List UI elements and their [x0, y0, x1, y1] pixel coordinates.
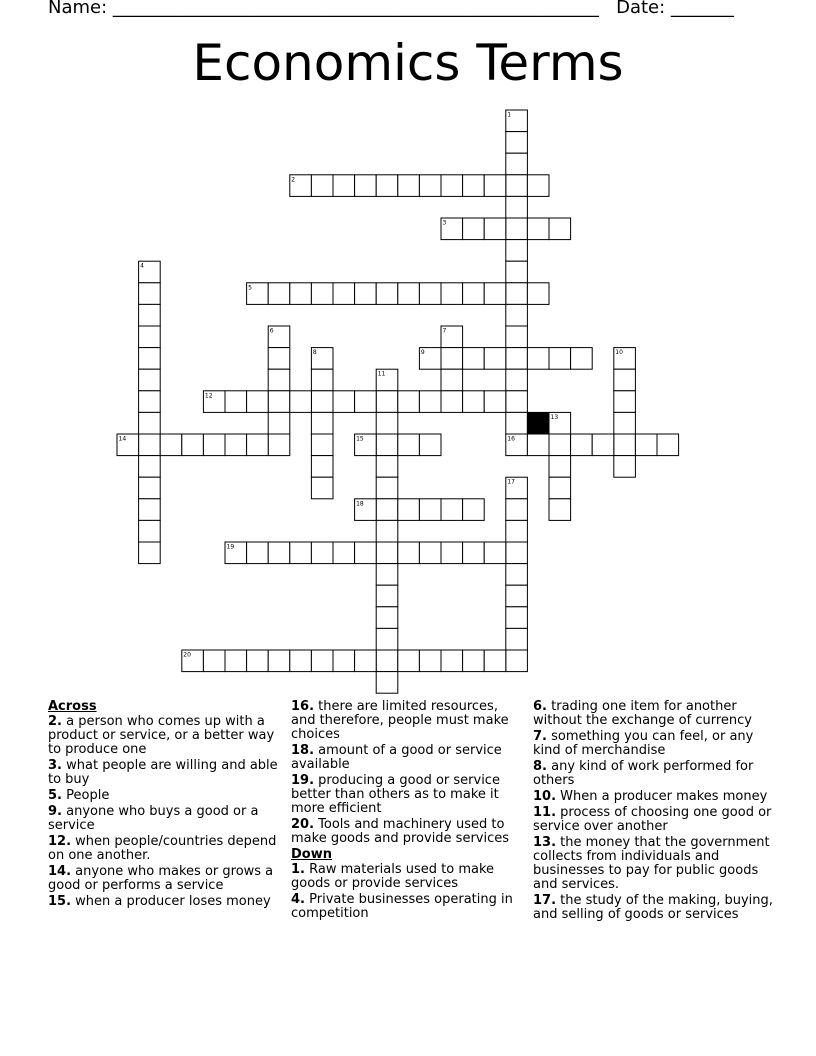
grid-cell[interactable] — [203, 650, 225, 672]
grid-cell[interactable] — [419, 542, 441, 564]
grid-cell[interactable] — [376, 585, 398, 607]
clue-number: 8. — [533, 759, 547, 774]
grid-cell[interactable] — [506, 564, 528, 586]
clue-item — [48, 835, 280, 863]
grid-cell[interactable] — [441, 391, 463, 413]
grid-cell[interactable] — [355, 542, 377, 564]
cell-number: 15 — [356, 435, 364, 443]
grid-cell[interactable] — [376, 520, 398, 542]
grid-cell[interactable] — [376, 628, 398, 650]
clue-text: trading one item for another without the exchange of currency — [533, 699, 752, 728]
grid-cell[interactable] — [484, 348, 506, 370]
grid-cell[interactable] — [311, 542, 333, 564]
grid-cell[interactable] — [614, 391, 636, 413]
grid-cell[interactable] — [311, 412, 333, 434]
grid-cell[interactable] — [506, 412, 528, 434]
grid-cell[interactable] — [506, 261, 528, 283]
grid-cell[interactable] — [441, 542, 463, 564]
grid-cell[interactable] — [506, 499, 528, 521]
grid-cell[interactable] — [463, 283, 485, 305]
clue-text: any kind of work performed for others — [533, 759, 754, 788]
grid-cell[interactable] — [398, 542, 420, 564]
grid-cell[interactable] — [463, 348, 485, 370]
grid-cell[interactable] — [139, 520, 161, 542]
grid-cell[interactable] — [441, 499, 463, 521]
grid-cell[interactable] — [419, 499, 441, 521]
grid-cell[interactable] — [311, 650, 333, 672]
clue-item — [291, 700, 516, 742]
grid-cell[interactable] — [549, 434, 571, 456]
clue-number: 4. — [291, 892, 305, 907]
grid-cell[interactable] — [311, 175, 333, 197]
grid-cell[interactable] — [311, 477, 333, 499]
grid-cell[interactable] — [290, 542, 312, 564]
clue-text: something you can feel, or any kind of merchandise — [533, 729, 754, 758]
clue-item — [48, 789, 280, 803]
grid-cell[interactable] — [139, 412, 161, 434]
clue-item — [533, 894, 773, 922]
grid-cell[interactable] — [484, 283, 506, 305]
grid-cell[interactable] — [139, 456, 161, 478]
grid-cell[interactable] — [398, 175, 420, 197]
grid-cell[interactable] — [160, 434, 182, 456]
grid-cell[interactable] — [592, 434, 614, 456]
grid-cell[interactable] — [484, 650, 506, 672]
grid-cell[interactable] — [376, 672, 398, 694]
clue-number: 16. — [291, 699, 315, 714]
grid-cell[interactable] — [441, 348, 463, 370]
across-clue-list — [48, 715, 280, 909]
cell-number: 16 — [507, 435, 515, 443]
name-blank[interactable]: ______________________________________________________ — [112, 0, 599, 18]
grid-cell[interactable] — [484, 218, 506, 240]
clue-text: there are limited resources, and therefore, people must make choices — [291, 699, 509, 742]
grid-cell[interactable] — [484, 542, 506, 564]
grid-cell[interactable] — [376, 542, 398, 564]
grid-cell[interactable] — [506, 196, 528, 218]
clue-item — [533, 836, 773, 892]
grid-cell[interactable] — [463, 499, 485, 521]
grid-cell[interactable] — [355, 283, 377, 305]
clue-text: when a producer loses money — [75, 894, 271, 909]
grid-cell[interactable] — [419, 391, 441, 413]
grid-cell[interactable] — [247, 434, 269, 456]
grid-cell[interactable] — [419, 650, 441, 672]
grid-cell[interactable] — [506, 542, 528, 564]
cell-number: 13 — [550, 413, 559, 421]
clue-item — [291, 863, 516, 891]
grid-cell[interactable] — [484, 175, 506, 197]
grid-cell[interactable] — [268, 348, 290, 370]
clue-text: anyone who makes or grows a good or performs a service — [48, 864, 274, 893]
grid-cell[interactable] — [290, 283, 312, 305]
black-cell — [527, 412, 549, 434]
clue-column-1 — [48, 700, 280, 911]
grid-cell[interactable] — [247, 391, 269, 413]
clue-number: 11. — [533, 805, 557, 820]
grid-cell[interactable] — [376, 650, 398, 672]
grid-cell[interactable] — [527, 218, 549, 240]
clue-item — [533, 806, 773, 834]
clue-number: 13. — [533, 835, 557, 850]
grid-cell[interactable] — [139, 542, 161, 564]
grid-cell[interactable] — [441, 175, 463, 197]
across-heading: Across — [48, 699, 97, 714]
grid-cell[interactable] — [506, 628, 528, 650]
grid-cell[interactable] — [506, 153, 528, 175]
grid-cell[interactable] — [506, 283, 528, 305]
grid-cell[interactable] — [614, 434, 636, 456]
cell-number: 8 — [312, 349, 317, 357]
grid-cell[interactable] — [506, 240, 528, 262]
grid-cell[interactable] — [549, 218, 571, 240]
across-clue-list-continued — [291, 700, 516, 846]
clue-item — [533, 730, 773, 758]
cell-number: 14 — [118, 435, 127, 443]
clue-number: 9. — [48, 804, 62, 819]
grid-cell[interactable] — [139, 283, 161, 305]
grid-cell[interactable] — [268, 650, 290, 672]
clue-text: Private businesses operating in competition — [291, 892, 513, 921]
clue-item — [48, 715, 280, 757]
grid-cell[interactable] — [182, 434, 204, 456]
clue-column-2 — [291, 700, 516, 923]
grid-cell[interactable] — [614, 369, 636, 391]
grid-cell[interactable] — [506, 175, 528, 197]
grid-cell[interactable] — [571, 348, 593, 370]
date-label: Date: — [616, 0, 666, 18]
clue-text: anyone who buys a good or a service — [48, 804, 259, 833]
grid-cell[interactable] — [376, 391, 398, 413]
clue-item — [533, 790, 773, 804]
cell-number: 17 — [507, 478, 515, 486]
clue-text: Tools and machinery used to make goods and provide services — [291, 817, 510, 846]
grid-cell[interactable] — [549, 477, 571, 499]
down-clue-list — [291, 863, 516, 921]
clue-number: 5. — [48, 788, 62, 803]
clue-item — [291, 893, 516, 921]
cell-number: 5 — [248, 284, 252, 292]
grid-cell[interactable] — [311, 434, 333, 456]
grid-cell[interactable] — [527, 283, 549, 305]
grid-cell[interactable] — [376, 412, 398, 434]
clue-text: Raw materials used to make goods or provide services — [291, 862, 495, 891]
grid-cell[interactable] — [376, 283, 398, 305]
grid-cell[interactable] — [268, 412, 290, 434]
grid-cell[interactable] — [463, 218, 485, 240]
grid-cell[interactable] — [571, 434, 593, 456]
grid-cell[interactable] — [376, 607, 398, 629]
grid-cell[interactable] — [333, 542, 355, 564]
grid-cell[interactable] — [635, 434, 657, 456]
grid-cell[interactable] — [247, 650, 269, 672]
cell-number: 1 — [507, 111, 512, 119]
grid-cell[interactable] — [506, 218, 528, 240]
grid-cell[interactable] — [268, 434, 290, 456]
clue-text: People — [66, 788, 110, 803]
grid-cell[interactable] — [139, 304, 161, 326]
grid-cell[interactable] — [657, 434, 679, 456]
grid-cell[interactable] — [398, 499, 420, 521]
clue-number: 3. — [48, 758, 62, 773]
clue-number: 14. — [48, 864, 72, 879]
grid-cell[interactable] — [419, 434, 441, 456]
grid-cell[interactable] — [527, 434, 549, 456]
clue-text: When a producer makes money — [560, 789, 768, 804]
cell-number: 10 — [615, 349, 623, 357]
clue-text: what people are willing and able to buy — [48, 758, 278, 787]
grid-cell[interactable] — [376, 499, 398, 521]
grid-cell[interactable] — [506, 369, 528, 391]
grid-cell[interactable] — [311, 391, 333, 413]
grid-cell[interactable] — [225, 434, 247, 456]
clue-item — [291, 744, 516, 772]
cell-number: 4 — [140, 262, 144, 270]
grid-cell[interactable] — [463, 175, 485, 197]
grid-cell[interactable] — [139, 391, 161, 413]
grid-cell[interactable] — [333, 175, 355, 197]
grid-cell[interactable] — [376, 564, 398, 586]
grid-cell[interactable] — [463, 391, 485, 413]
grid-cell[interactable] — [139, 499, 161, 521]
grid-cell[interactable] — [355, 175, 377, 197]
grid-cell[interactable] — [333, 650, 355, 672]
cell-number: 18 — [356, 500, 364, 508]
grid-cell[interactable] — [549, 499, 571, 521]
grid-cell[interactable] — [506, 520, 528, 542]
grid-cell[interactable] — [333, 283, 355, 305]
down-heading: Down — [291, 847, 332, 862]
grid-cell[interactable] — [506, 585, 528, 607]
clue-text: amount of a good or service available — [291, 743, 502, 772]
grid-cell[interactable] — [268, 369, 290, 391]
grid-cell[interactable] — [290, 391, 312, 413]
grid-cell[interactable] — [614, 456, 636, 478]
grid-cell[interactable] — [311, 456, 333, 478]
clue-number: 15. — [48, 894, 72, 909]
grid-cell[interactable] — [311, 369, 333, 391]
clue-text: producing a good or service better than others as to make it more efficient — [291, 773, 500, 816]
grid-cell[interactable] — [290, 650, 312, 672]
clue-number: 12. — [48, 834, 72, 849]
clue-item — [48, 895, 280, 909]
grid-cell[interactable] — [441, 283, 463, 305]
grid-cell[interactable] — [506, 304, 528, 326]
cell-number: 19 — [226, 543, 235, 551]
grid-cell[interactable] — [139, 477, 161, 499]
clue-number: 18. — [291, 743, 315, 758]
clue-item — [291, 774, 516, 816]
cell-number: 11 — [377, 370, 386, 378]
clue-text: the money that the government collects from individuals and businesses to pay for public goods and services. — [533, 835, 770, 892]
grid-cell[interactable] — [506, 650, 528, 672]
name-label: Name: — [48, 0, 108, 18]
clue-number: 19. — [291, 773, 315, 788]
grid-cell[interactable] — [203, 434, 225, 456]
grid-cell[interactable] — [506, 391, 528, 413]
cell-number: 20 — [183, 651, 191, 659]
date-blank[interactable]: _______ — [670, 0, 734, 18]
clue-item — [533, 760, 773, 788]
grid-cell[interactable] — [247, 542, 269, 564]
page-title: Economics Terms — [192, 34, 624, 92]
grid-cell[interactable] — [549, 456, 571, 478]
grid-cell[interactable] — [398, 434, 420, 456]
cell-number: 6 — [269, 327, 274, 335]
grid-cell[interactable] — [311, 283, 333, 305]
grid-cell[interactable] — [614, 412, 636, 434]
grid-cell[interactable] — [139, 326, 161, 348]
clue-column-3 — [533, 700, 773, 924]
clue-item — [533, 700, 773, 728]
grid-cell[interactable] — [376, 477, 398, 499]
grid-cell[interactable] — [268, 542, 290, 564]
cell-number: 12 — [204, 392, 213, 400]
grid-cell[interactable] — [463, 650, 485, 672]
grid-cell[interactable] — [268, 391, 290, 413]
clue-number: 6. — [533, 699, 547, 714]
clue-text: a person who comes up with a product or service, or a better way to produce one — [48, 714, 275, 757]
grid-cell[interactable] — [506, 348, 528, 370]
clue-number: 20. — [291, 817, 315, 832]
grid-cell[interactable] — [484, 391, 506, 413]
clue-number: 7. — [533, 729, 547, 744]
grid-cell[interactable] — [225, 391, 247, 413]
clue-text: process of choosing one good or service over another — [533, 805, 772, 834]
clue-number: 1. — [291, 862, 305, 877]
clue-item — [48, 805, 280, 833]
grid-cell[interactable] — [376, 456, 398, 478]
grid-cell[interactable] — [463, 542, 485, 564]
grid-cell[interactable] — [333, 391, 355, 413]
grid-cell[interactable] — [419, 175, 441, 197]
clue-number: 2. — [48, 714, 62, 729]
down-clue-list-continued — [533, 700, 773, 922]
grid-cell[interactable] — [398, 391, 420, 413]
grid-cell[interactable] — [376, 434, 398, 456]
grid-cell[interactable] — [139, 348, 161, 370]
grid-cell[interactable] — [506, 326, 528, 348]
clue-item — [48, 865, 280, 893]
grid-cell[interactable] — [441, 369, 463, 391]
grid-cell[interactable] — [139, 369, 161, 391]
grid-cell[interactable] — [419, 283, 441, 305]
grid-cell[interactable] — [139, 434, 161, 456]
cell-number: 2 — [291, 176, 296, 184]
cell-number: 7 — [442, 327, 447, 335]
grid-cell[interactable] — [355, 391, 377, 413]
grid-cell[interactable] — [225, 650, 247, 672]
grid-cell[interactable] — [355, 650, 377, 672]
grid-cell[interactable] — [527, 175, 549, 197]
grid-cell[interactable] — [376, 175, 398, 197]
grid-cell[interactable] — [398, 650, 420, 672]
grid-cell[interactable] — [506, 132, 528, 154]
clue-text: when people/countries depend on one another. — [48, 834, 277, 863]
cell-number: 3 — [442, 219, 447, 227]
grid-cell[interactable] — [549, 348, 571, 370]
clue-number: 10. — [533, 789, 557, 804]
grid-cell[interactable] — [268, 283, 290, 305]
clue-text: the study of the making, buying, and selling of goods or services — [533, 893, 773, 922]
clue-item — [48, 759, 280, 787]
grid-cell[interactable] — [441, 650, 463, 672]
grid-cell[interactable] — [398, 283, 420, 305]
cell-number: 9 — [420, 349, 425, 357]
grid-cell[interactable] — [506, 607, 528, 629]
clue-number: 17. — [533, 893, 557, 908]
clue-item — [291, 818, 516, 846]
grid-cell[interactable] — [527, 348, 549, 370]
